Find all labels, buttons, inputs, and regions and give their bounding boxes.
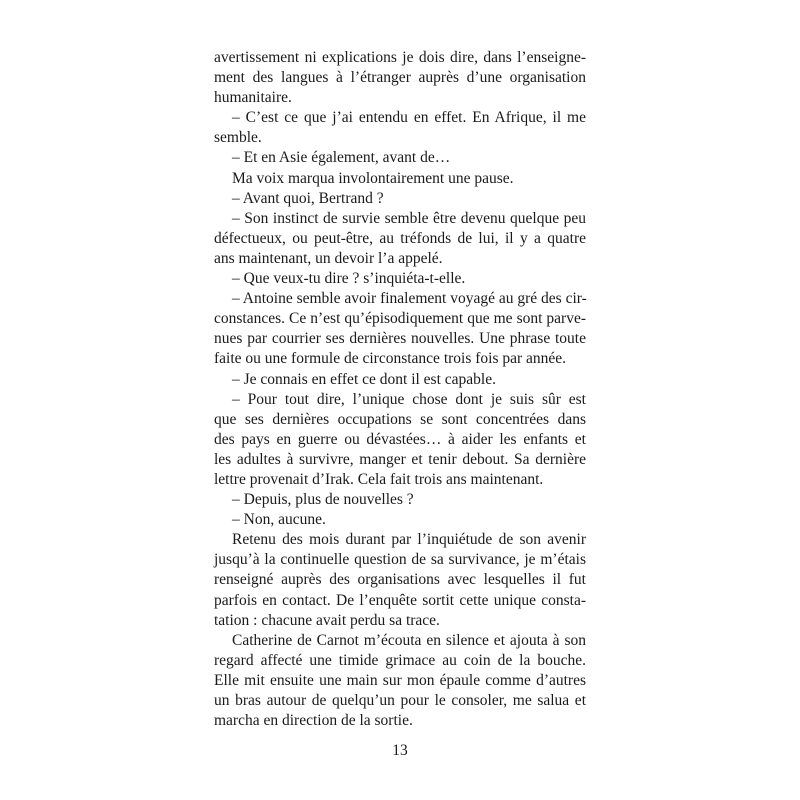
text-line: – Pour tout dire, l’unique chose dont je suis sûr est	[232, 390, 586, 408]
text-line: regard affecté une timide grimace au coin de la bouche.	[214, 651, 586, 669]
text-line: – Antoine semble avoir finalement voyagé au gré des cir-	[232, 290, 587, 308]
text-line: Catherine de Carnot m’écouta en silence et ajouta à son	[232, 631, 586, 649]
text-line: des pays en guerre ou dévastées… à aider les enfants et	[214, 430, 586, 448]
text-line: les adultes à survivre, manger et tenir debout. Sa dernière	[214, 450, 586, 468]
text-line: – Son instinct de survie semble être devenu quelque peu	[232, 209, 586, 227]
text-line: constances. Ce n’est qu’épisodiquement que me sont parve-	[214, 310, 586, 328]
text-line: jusqu’à la continuelle question de sa survivance, je m’étais	[214, 551, 586, 569]
text-line: ans maintenant, un devoir l’a appelé.	[214, 249, 443, 267]
text-line: défectueux, ou peut-être, au tréfonds de lui, il y a quatre	[214, 229, 586, 247]
text-line: Retenu des mois durant par l’inquiétude de son avenir	[232, 531, 586, 549]
text-line: faite ou une formule de circonstance trois fois par année.	[214, 350, 567, 368]
text-line: – Et en Asie également, avant de…	[232, 149, 451, 167]
text-line: – Non, aucune.	[232, 511, 326, 529]
text-line: – Depuis, plus de nouvelles ?	[232, 491, 414, 509]
text-line: semble.	[214, 129, 262, 147]
text-line: – C’est ce que j’ai entendu en effet. En Afrique, il me	[232, 109, 586, 127]
text-line: que ses dernières occupations se sont concentrées dans	[214, 410, 586, 428]
text-line: tation : chacune avait perdu sa trace.	[214, 611, 440, 629]
page-number: 13	[392, 742, 408, 759]
text-line: Ma voix marqua involontairement une pause.	[232, 169, 514, 187]
text-line: nues par courrier ses dernières nouvelles. Une phrase toute	[214, 330, 586, 348]
text-line: ment des langues à l’étranger auprès d’une organisation	[214, 69, 586, 87]
text-line: avertissement ni explications je dois dire, dans l’enseigne-	[214, 49, 586, 66]
text-line: – Avant quoi, Bertrand ?	[232, 189, 384, 207]
text-line: lettre provenait d’Irak. Cela fait trois ans maintenant.	[214, 470, 544, 488]
text-line: parfois en contact. De l’enquête sortit cette unique consta-	[214, 591, 586, 609]
text-line: marcha en direction de la sortie.	[214, 712, 413, 730]
text-line: Elle mit ensuite une main sur mon épaule comme d’autres	[214, 671, 586, 689]
body-text	[214, 48, 586, 731]
text-line: un bras autour de quelqu’un pour le consoler, me salua et	[214, 692, 586, 709]
text-line: – Je connais en effet ce dont il est capable.	[232, 370, 496, 388]
text-line: humanitaire.	[214, 89, 292, 107]
text-line: renseigné auprès des organisations avec lesquelles il fut	[214, 571, 586, 589]
text-line: – Que veux-tu dire ? s’inquiéta-t-elle.	[232, 270, 466, 288]
